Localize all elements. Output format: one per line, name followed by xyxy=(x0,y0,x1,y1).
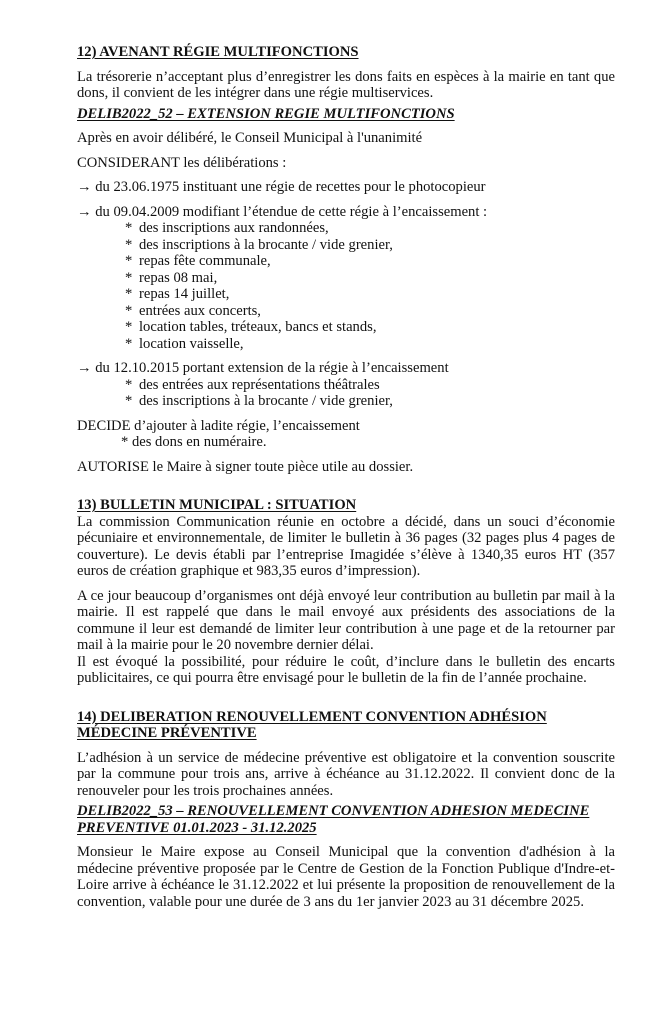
list-item: * repas 08 mai, xyxy=(125,269,218,286)
section-14-heading: 14) DELIBERATION RENOUVELLEMENT CONVENTION ADHÉSION MÉDECINE PRÉVENTIVE xyxy=(77,708,547,741)
deliberated-text: Après en avoir délibéré, le Conseil Municipal à l'unanimité xyxy=(77,130,423,146)
list-item: * des inscriptions à la brocante / vide grenier, xyxy=(125,236,393,253)
deliberation-2015: → du 12.10.2015 portant extension de la régie à l’encaissement xyxy=(77,360,449,376)
considerant-text: CONSIDERANT les délibérations : xyxy=(77,154,287,171)
list-item: * location tables, tréteaux, bancs et stands, xyxy=(125,319,377,335)
section-13-paragraph-2: A ce jour beaucoup d’organismes ont déjà envoyé leur contribution au bulletin par mail à la mairie. Il est rappelé que dans le mail envoyé aux présidents des associations de la commune il leur est demandé de limiter leur contribution à une page et de la retourner par mail à la mairie pour le 20 novembre dernier délai. xyxy=(77,587,615,653)
list-item: * des inscriptions à la brocante / vide grenier, xyxy=(125,393,393,409)
section-14-body: Monsieur le Maire expose au Conseil Municipal que la convention d'adhésion à la médecine préventive proposée par le Centre de Gestion de la Fonction Publique d'Indre-et-Loire arrive à échéance le 31.12.2022 et lui présente la proposition de renouvellement de la convention, valable pour une durée de 3 ans du 1er janvier 2023 au 31 décembre 2025. xyxy=(77,844,615,910)
list-item: * des entrées aux représentations théâtrales xyxy=(125,376,380,393)
autorise-text: AUTORISE le Maire à signer toute pièce utile au dossier. xyxy=(77,458,414,475)
section-12-heading: 12) AVENANT RÉGIE MULTIFONCTIONS xyxy=(77,44,359,60)
delib-52-title: DELIB2022_52 – EXTENSION REGIE MULTIFONCTIONS xyxy=(77,105,455,122)
decide-text: DECIDE d’ajouter à ladite régie, l’encaissement xyxy=(77,417,360,434)
deliberation-1975: → du 23.06.1975 instituant une régie de recettes pour le photocopieur xyxy=(77,179,486,195)
list-item: * repas 14 juillet, xyxy=(125,286,230,302)
delib-53-title: DELIB2022_53 – RENOUVELLEMENT CONVENTION ADHESION MEDECINE PREVENTIVE 01.01.2023 - 31.12.2025 xyxy=(77,803,590,836)
list-item: * location vaisselle, xyxy=(125,335,244,352)
list-item: * des inscriptions aux randonnées, xyxy=(125,220,329,236)
section-13-paragraph-1: La commission Communication réunie en octobre a décidé, dans un souci d’économie pécuniaire et environnementale, de limiter le bulletin à 36 pages (32 pages plus 4 pages de couverture). Le devis établi par l’entreprise Imagidée s’élève à 1340,35 euros HT (357 euros de création graphique et 983,35 euros d’impression). xyxy=(77,513,615,579)
list-item: * repas fête communale, xyxy=(125,253,271,269)
decide-item: * des dons en numéraire. xyxy=(121,434,267,450)
deliberation-2009-list xyxy=(77,220,615,352)
section-13-paragraph-3: Il est évoqué la possibilité, pour réduire le coût, d’inclure dans le bulletin des encarts publicitaires, ce qui pourra être envisagé pour le bulletin de la fin de l’année prochaine. xyxy=(77,653,615,686)
section-12-intro: La trésorerie n’acceptant plus d’enregistrer les dons faits en espèces à la mairie en tant que dons, il convient de les intégrer dans une régie multiservices. xyxy=(77,68,615,101)
list-item: * entrées aux concerts, xyxy=(125,302,261,319)
deliberation-2015-list xyxy=(77,377,615,410)
section-14-intro: L’adhésion à un service de médecine préventive est obligatoire et la convention souscrite par la commune pour trois ans, arrive à échéance au 31.12.2022. Il convient donc de la renouveler pour les trois prochaines années. xyxy=(77,749,615,799)
document-page xyxy=(77,44,615,910)
section-13-heading: 13) BULLETIN MUNICIPAL : SITUATION xyxy=(77,497,357,513)
deliberation-2009: → du 09.04.2009 modifiant l’étendue de cette régie à l’encaissement : xyxy=(77,203,488,220)
